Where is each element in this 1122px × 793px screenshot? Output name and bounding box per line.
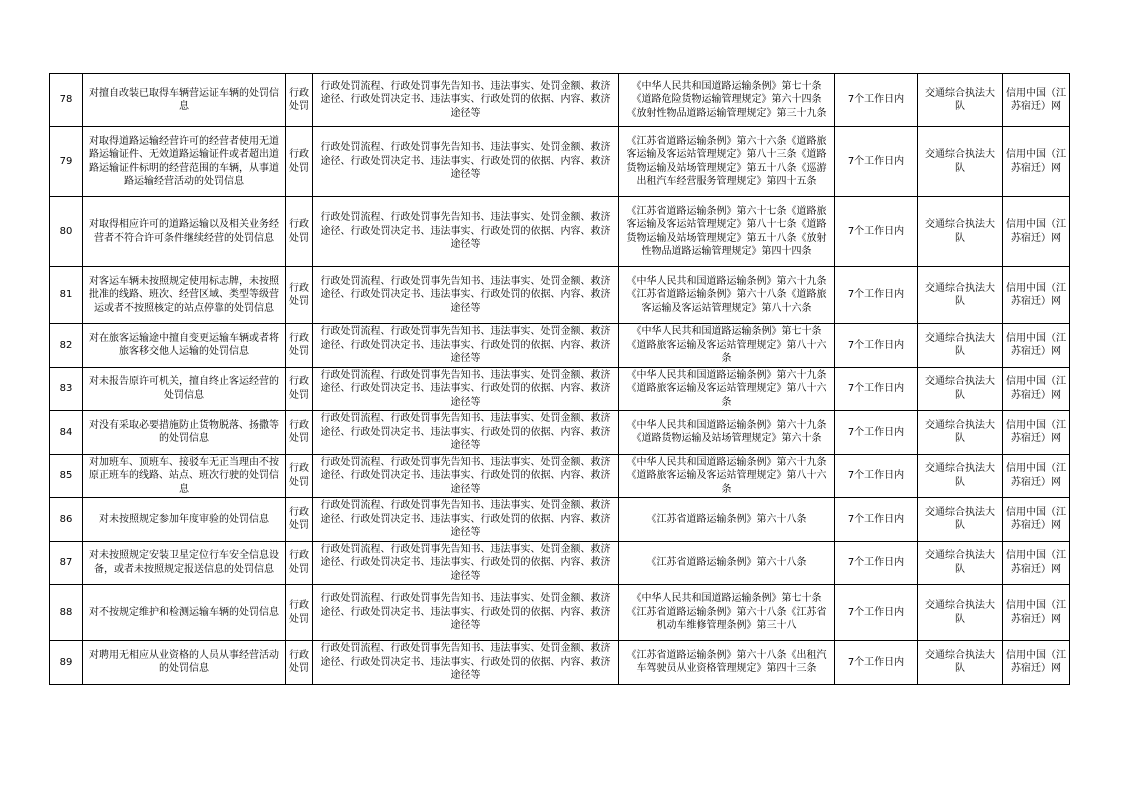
disclosure-deadline: 7个工作日内 bbox=[835, 197, 918, 267]
legal-basis: 《中华人民共和国道路运输条例》第七十条《道路旅客运输及客运站管理规定》第八十六条 bbox=[619, 324, 835, 368]
row-number: 86 bbox=[50, 498, 83, 542]
disclosure-content: 行政处罚流程、行政处罚事先告知书、违法事实、处罚金额、救济途径、行政处罚决定书、违法事实、行政处罚的依据、内容、救济途径等 bbox=[313, 454, 619, 498]
item-type: 行政处罚 bbox=[286, 197, 313, 267]
item-name: 对客运车辆未按照规定使用标志牌，未按照批准的线路、班次、经营区域、类型等级营运或者不按照核定的站点停靠的处罚信息 bbox=[83, 267, 286, 324]
disclosure-content: 行政处罚流程、行政处罚事先告知书、违法事实、处罚金额、救济途径、行政处罚决定书、违法事实、行政处罚的依据、内容、救济途径等 bbox=[313, 127, 619, 197]
disclosure-channel: 信用中国（江苏宿迁）网 bbox=[1003, 367, 1070, 411]
disclosure-channel: 信用中国（江苏宿迁）网 bbox=[1003, 498, 1070, 542]
responsible-department: 交通综合执法大队 bbox=[918, 127, 1003, 197]
disclosure-deadline: 7个工作日内 bbox=[835, 454, 918, 498]
responsible-department: 交通综合执法大队 bbox=[918, 498, 1003, 542]
responsible-department: 交通综合执法大队 bbox=[918, 541, 1003, 585]
item-name: 对在旅客运输途中擅自变更运输车辆或者将旅客移交他人运输的处罚信息 bbox=[83, 324, 286, 368]
item-name: 对未按照规定参加年度审验的处罚信息 bbox=[83, 498, 286, 542]
table-row bbox=[50, 127, 1070, 197]
item-type: 行政处罚 bbox=[286, 324, 313, 368]
item-name: 对取得道路运输经营许可的经营者使用无道路运输证件、无效道路运输证件或者超出道路运输证件标明的经营范围的车辆，从事道路运输经营活动的处罚信息 bbox=[83, 127, 286, 197]
disclosure-channel: 信用中国（江苏宿迁）网 bbox=[1003, 641, 1070, 685]
legal-basis: 《江苏省道路运输条例》第六十八条 bbox=[619, 498, 835, 542]
item-name: 对没有采取必要措施防止货物脱落、扬撒等的处罚信息 bbox=[83, 411, 286, 455]
table-row bbox=[50, 197, 1070, 267]
disclosure-deadline: 7个工作日内 bbox=[835, 541, 918, 585]
row-number: 85 bbox=[50, 454, 83, 498]
table-row bbox=[50, 454, 1070, 498]
disclosure-channel: 信用中国（江苏宿迁）网 bbox=[1003, 267, 1070, 324]
table-row bbox=[50, 641, 1070, 685]
disclosure-deadline: 7个工作日内 bbox=[835, 411, 918, 455]
item-name: 对加班车、顶班车、接驳车无正当理由不按原正班车的线路、站点、班次行驶的处罚信息 bbox=[83, 454, 286, 498]
legal-basis: 《中华人民共和国道路运输条例》第七十条《江苏省道路运输条例》第六十八条《江苏省机动车维修管理条例》第三十八 bbox=[619, 585, 835, 641]
disclosure-content: 行政处罚流程、行政处罚事先告知书、违法事实、处罚金额、救济途径、行政处罚决定书、违法事实、行政处罚的依据、内容、救济途径等 bbox=[313, 324, 619, 368]
item-type: 行政处罚 bbox=[286, 74, 313, 127]
responsible-department: 交通综合执法大队 bbox=[918, 411, 1003, 455]
row-number: 87 bbox=[50, 541, 83, 585]
disclosure-content: 行政处罚流程、行政处罚事先告知书、违法事实、处罚金额、救济途径、行政处罚决定书、违法事实、行政处罚的依据、内容、救济途径等 bbox=[313, 541, 619, 585]
responsible-department: 交通综合执法大队 bbox=[918, 585, 1003, 641]
legal-basis: 《江苏省道路运输条例》第六十八条《出租汽车驾驶员从业资格管理规定》第四十三条 bbox=[619, 641, 835, 685]
disclosure-deadline: 7个工作日内 bbox=[835, 641, 918, 685]
item-type: 行政处罚 bbox=[286, 585, 313, 641]
legal-basis: 《中华人民共和国道路运输条例》第六十九条《道路货物运输及站场管理规定》第六十条 bbox=[619, 411, 835, 455]
disclosure-content: 行政处罚流程、行政处罚事先告知书、违法事实、处罚金额、救济途径、行政处罚决定书、违法事实、行政处罚的依据、内容、救济途径等 bbox=[313, 498, 619, 542]
table-row bbox=[50, 367, 1070, 411]
item-type: 行政处罚 bbox=[286, 641, 313, 685]
responsible-department: 交通综合执法大队 bbox=[918, 641, 1003, 685]
responsible-department: 交通综合执法大队 bbox=[918, 74, 1003, 127]
row-number: 83 bbox=[50, 367, 83, 411]
item-name: 对未报告原许可机关，擅自终止客运经营的处罚信息 bbox=[83, 367, 286, 411]
item-name: 对未按照规定安装卫星定位行车安全信息设备，或者未按照规定报送信息的处罚信息 bbox=[83, 541, 286, 585]
table-body bbox=[50, 74, 1070, 685]
disclosure-content: 行政处罚流程、行政处罚事先告知书、违法事实、处罚金额、救济途径、行政处罚决定书、违法事实、行政处罚的依据、内容、救济途径等 bbox=[313, 267, 619, 324]
responsible-department: 交通综合执法大队 bbox=[918, 197, 1003, 267]
disclosure-channel: 信用中国（江苏宿迁）网 bbox=[1003, 454, 1070, 498]
item-type: 行政处罚 bbox=[286, 127, 313, 197]
row-number: 88 bbox=[50, 585, 83, 641]
disclosure-content: 行政处罚流程、行政处罚事先告知书、违法事实、处罚金额、救济途径、行政处罚决定书、违法事实、行政处罚的依据、内容、救济途径等 bbox=[313, 367, 619, 411]
row-number: 89 bbox=[50, 641, 83, 685]
legal-basis: 《中华人民共和国道路运输条例》第六十九条《道路旅客运输及客运站管理规定》第八十六条 bbox=[619, 367, 835, 411]
item-type: 行政处罚 bbox=[286, 367, 313, 411]
table-row bbox=[50, 541, 1070, 585]
legal-basis: 《江苏省道路运输条例》第六十七条《道路旅客运输及客运站管理规定》第八十七条《道路货物运输及站场管理规定》第五十八条《放射性物品道路运输管理规定》第四十四条 bbox=[619, 197, 835, 267]
responsible-department: 交通综合执法大队 bbox=[918, 454, 1003, 498]
row-number: 80 bbox=[50, 197, 83, 267]
row-number: 78 bbox=[50, 74, 83, 127]
table-row bbox=[50, 267, 1070, 324]
disclosure-channel: 信用中国（江苏宿迁）网 bbox=[1003, 324, 1070, 368]
disclosure-deadline: 7个工作日内 bbox=[835, 498, 918, 542]
disclosure-content: 行政处罚流程、行政处罚事先告知书、违法事实、处罚金额、救济途径、行政处罚决定书、违法事实、行政处罚的依据、内容、救济途径等 bbox=[313, 585, 619, 641]
disclosure-channel: 信用中国（江苏宿迁）网 bbox=[1003, 585, 1070, 641]
item-name: 对擅自改装已取得车辆营运证车辆的处罚信息 bbox=[83, 74, 286, 127]
item-type: 行政处罚 bbox=[286, 267, 313, 324]
table-row bbox=[50, 498, 1070, 542]
row-number: 79 bbox=[50, 127, 83, 197]
row-number: 84 bbox=[50, 411, 83, 455]
disclosure-content: 行政处罚流程、行政处罚事先告知书、违法事实、处罚金额、救济途径、行政处罚决定书、违法事实、行政处罚的依据、内容、救济途径等 bbox=[313, 74, 619, 127]
table-row bbox=[50, 324, 1070, 368]
table-row bbox=[50, 411, 1070, 455]
item-name: 对不按规定维护和检测运输车辆的处罚信息 bbox=[83, 585, 286, 641]
disclosure-deadline: 7个工作日内 bbox=[835, 74, 918, 127]
item-type: 行政处罚 bbox=[286, 454, 313, 498]
item-type: 行政处罚 bbox=[286, 498, 313, 542]
disclosure-deadline: 7个工作日内 bbox=[835, 585, 918, 641]
item-type: 行政处罚 bbox=[286, 541, 313, 585]
disclosure-content: 行政处罚流程、行政处罚事先告知书、违法事实、处罚金额、救济途径、行政处罚决定书、违法事实、行政处罚的依据、内容、救济途径等 bbox=[313, 411, 619, 455]
legal-basis: 《江苏省道路运输条例》第六十六条《道路旅客运输及客运站管理规定》第八十三条《道路货物运输及站场管理规定》第五十八条《巡游出租汽车经营服务管理规定》第四十五条 bbox=[619, 127, 835, 197]
legal-basis: 《中华人民共和国道路运输条例》第七十条《道路危险货物运输管理规定》第六十四条《放射性物品道路运输管理规定》第三十九条 bbox=[619, 74, 835, 127]
responsible-department: 交通综合执法大队 bbox=[918, 324, 1003, 368]
disclosure-deadline: 7个工作日内 bbox=[835, 127, 918, 197]
disclosure-channel: 信用中国（江苏宿迁）网 bbox=[1003, 127, 1070, 197]
table-row bbox=[50, 585, 1070, 641]
disclosure-channel: 信用中国（江苏宿迁）网 bbox=[1003, 411, 1070, 455]
item-name: 对取得相应许可的道路运输以及相关业务经营者不符合许可条件继续经营的处罚信息 bbox=[83, 197, 286, 267]
disclosure-deadline: 7个工作日内 bbox=[835, 267, 918, 324]
row-number: 81 bbox=[50, 267, 83, 324]
disclosure-deadline: 7个工作日内 bbox=[835, 367, 918, 411]
disclosure-content: 行政处罚流程、行政处罚事先告知书、违法事实、处罚金额、救济途径、行政处罚决定书、违法事实、行政处罚的依据、内容、救济途径等 bbox=[313, 641, 619, 685]
legal-basis: 《中华人民共和国道路运输条例》第六十九条《道路旅客运输及客运站管理规定》第八十六条 bbox=[619, 454, 835, 498]
row-number: 82 bbox=[50, 324, 83, 368]
disclosure-deadline: 7个工作日内 bbox=[835, 324, 918, 368]
disclosure-table bbox=[49, 73, 1070, 685]
responsible-department: 交通综合执法大队 bbox=[918, 367, 1003, 411]
disclosure-channel: 信用中国（江苏宿迁）网 bbox=[1003, 541, 1070, 585]
item-name: 对聘用无相应从业资格的人员从事经营活动的处罚信息 bbox=[83, 641, 286, 685]
legal-basis: 《江苏省道路运输条例》第六十八条 bbox=[619, 541, 835, 585]
item-type: 行政处罚 bbox=[286, 411, 313, 455]
disclosure-channel: 信用中国（江苏宿迁）网 bbox=[1003, 197, 1070, 267]
disclosure-content: 行政处罚流程、行政处罚事先告知书、违法事实、处罚金额、救济途径、行政处罚决定书、违法事实、行政处罚的依据、内容、救济途径等 bbox=[313, 197, 619, 267]
table-row bbox=[50, 74, 1070, 127]
responsible-department: 交通综合执法大队 bbox=[918, 267, 1003, 324]
disclosure-channel: 信用中国（江苏宿迁）网 bbox=[1003, 74, 1070, 127]
legal-basis: 《中华人民共和国道路运输条例》第六十九条《江苏省道路运输条例》第六十八条《道路旅客运输及客运站管理规定》第八十六条 bbox=[619, 267, 835, 324]
